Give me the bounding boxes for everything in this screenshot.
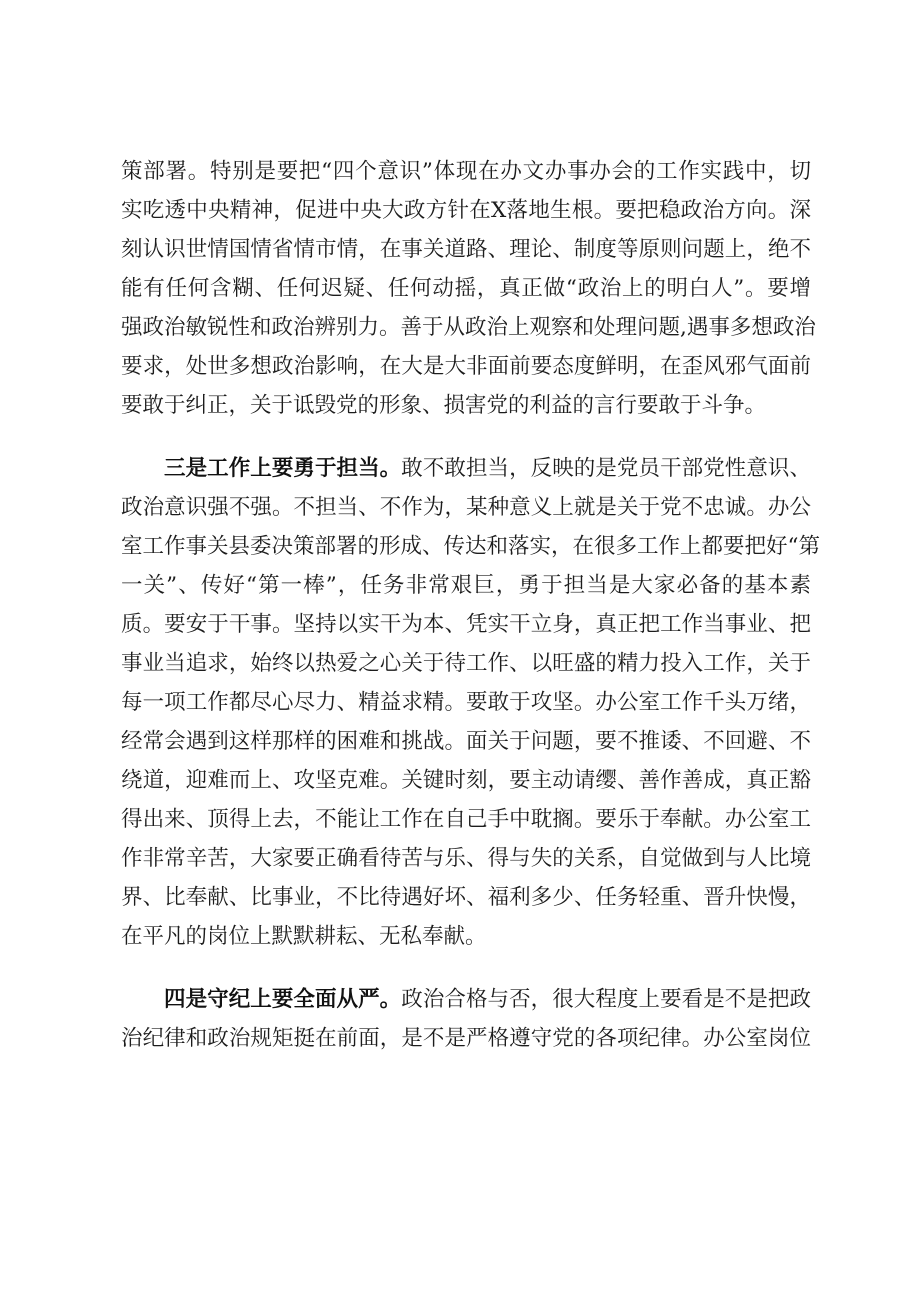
text-line: 强政治敏锐性和政治辨别力。善于从政治上观察和处理问题,遇事多想政治 xyxy=(121,315,816,340)
text-line: 每一项工作都尽心尽力、精益求精。要敢于攻坚。办公室工作千头万绪， xyxy=(121,690,811,715)
text-line: 要求，处世多想政治影响，在大是大非面前要态度鲜明，在歪风邪气面前 xyxy=(121,354,811,379)
text-line: 界、比奉献、比事业，不比待遇好坏、福利多少、任务轻重、晋升快慢， xyxy=(121,885,811,910)
section-heading-four: 四是守纪上要全面从严。 xyxy=(164,987,402,1012)
text-line: 要敢于纠正，关于诋毁党的形象、损害党的利益的言行要敢于斗争。 xyxy=(121,393,767,418)
text-line: 室工作事关县委决策部署的形成、传达和落实，在很多工作上都要把好“第 xyxy=(121,534,820,559)
text-segment: 政治合格与否，很大程度上要看是不是把政 xyxy=(401,987,811,1012)
text-line: 作非常辛苦，大家要正确看待苦与乐、得与失的关系，自觉做到与人比境 xyxy=(121,846,811,871)
text-line: 事业当追求，始终以热爱之心关于待工作、以旺盛的精力投入工作，关于 xyxy=(121,651,811,676)
text-line: 质。要安于干事。坚持以实干为本、凭实干立身，真正把工作当事业、把 xyxy=(121,612,811,637)
text-line: 治纪律和政治规矩挺在前面，是不是严格遵守党的各项纪律。办公室岗位 xyxy=(121,1026,811,1051)
paragraph-political-direction xyxy=(121,152,816,425)
body-text xyxy=(121,152,820,1058)
text-line: 经常会遇到这样那样的困难和挑战。面关于问题，要不推诿、不回避、不 xyxy=(121,729,811,754)
text-line xyxy=(121,980,811,1019)
text-line: 得出来、顶得上去，不能让工作在自己手中耽搁。要乐于奉献。办公室工 xyxy=(121,807,811,832)
section-heading-three: 三是工作上要勇于担当。 xyxy=(164,456,402,481)
text-line: 一关”、传好“第一棒”，任务非常艰巨，勇于担当是大家必备的基本素 xyxy=(121,573,811,598)
text-line xyxy=(121,449,811,488)
text-segment: 敢不敢担当，反映的是党员干部党性意识、 xyxy=(401,456,811,481)
text-line: 政治意识强不强。不担当、不作为，某种意义上就是关于党不忠诚。办公 xyxy=(121,495,811,520)
paragraph-discipline xyxy=(121,980,811,1058)
text-line: 实吃透中央精神，促进中央大政方针在X落地生根。要把稳政治方向。深 xyxy=(121,198,811,223)
text-line: 在平凡的岗位上默默耕耘、无私奉献。 xyxy=(121,924,487,949)
text-line: 能有任何含糊、任何迟疑、任何动摇，真正做“政治上的明白人”。要增 xyxy=(121,276,811,301)
text-line: 策部署。特别是要把“四个意识”体现在办文办事办会的工作实践中，切 xyxy=(121,159,811,184)
paragraph-work-responsibility xyxy=(121,449,820,956)
text-line: 刻认识世情国情省情市情，在事关道路、理论、制度等原则问题上，绝不 xyxy=(121,237,811,262)
text-line: 绕道，迎难而上、攻坚克难。关键时刻，要主动请缨、善作善成，真正豁 xyxy=(121,768,811,793)
